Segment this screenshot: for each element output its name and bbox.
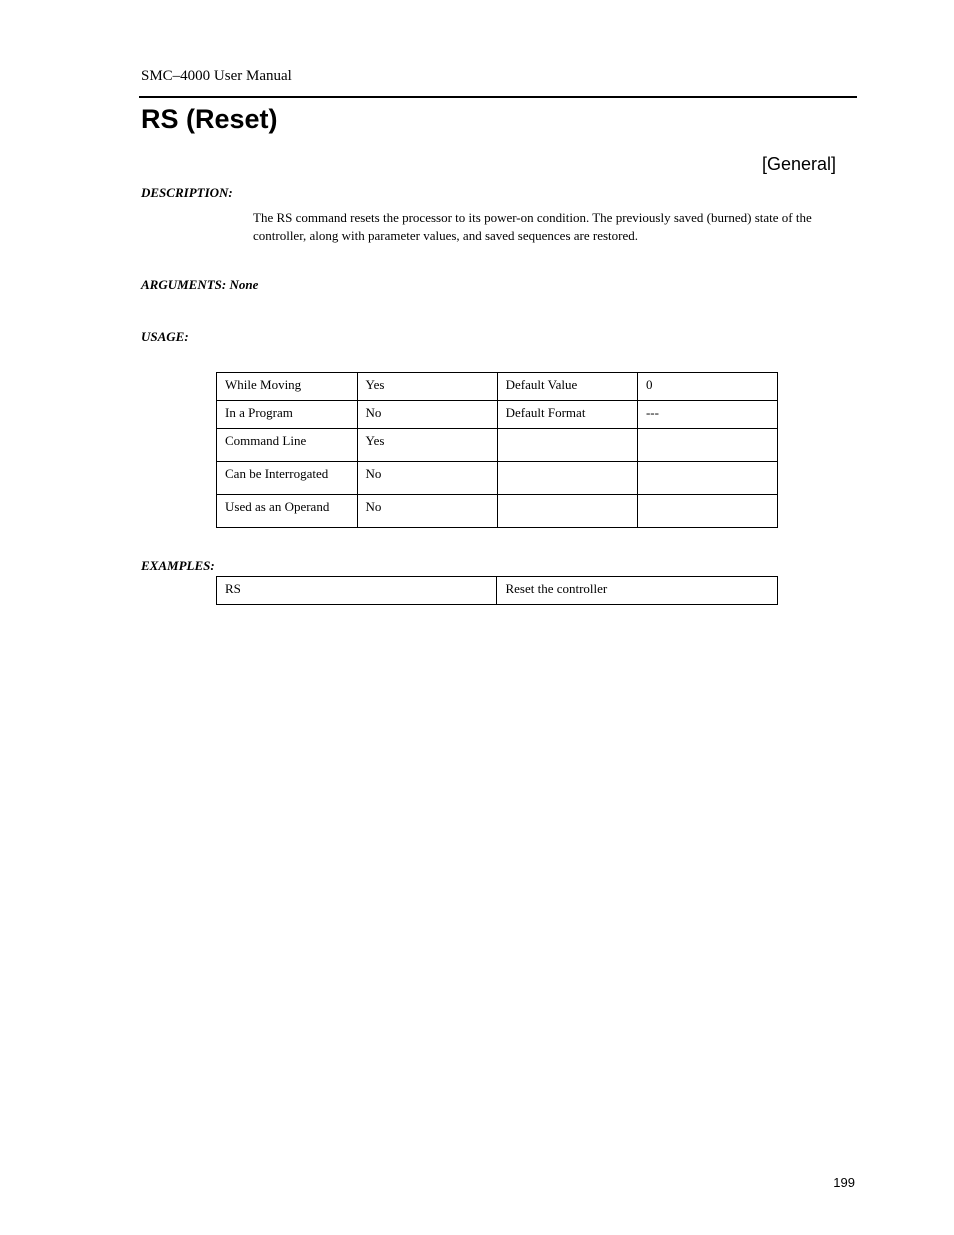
usage-cell: [497, 495, 637, 528]
usage-cell: Yes: [357, 373, 497, 401]
usage-cell: 0: [637, 373, 777, 401]
usage-cell: Default Format: [497, 401, 637, 429]
table-row: [217, 462, 778, 495]
arguments-label: ARGUMENTS: None: [141, 277, 259, 292]
usage-cell: In a Program: [217, 401, 358, 429]
usage-cell: Default Value: [497, 373, 637, 401]
table-row: [217, 429, 778, 462]
example-code: RS: [217, 577, 497, 605]
usage-cell: No: [357, 401, 497, 429]
page-title: RS (Reset): [141, 104, 278, 134]
usage-table: [216, 372, 778, 528]
running-header: SMC–4000 User Manual: [141, 68, 292, 84]
usage-cell: No: [357, 462, 497, 495]
examples-label: EXAMPLES:: [141, 558, 215, 573]
table-row: [217, 495, 778, 528]
header-divider: [139, 96, 857, 98]
table-row: [217, 373, 778, 401]
usage-cell: Command Line: [217, 429, 358, 462]
usage-cell: While Moving: [217, 373, 358, 401]
table-row: [217, 577, 778, 605]
description-text: The RS command resets the processor to its power-on condition. The previously saved (burned) state of the controller, along with parameter values, and saved sequences are restored.: [253, 210, 812, 243]
examples-table: [216, 576, 778, 605]
usage-cell: [497, 462, 637, 495]
usage-cell: No: [357, 495, 497, 528]
description-label: DESCRIPTION:: [141, 185, 233, 200]
usage-cell: [637, 462, 777, 495]
usage-label: USAGE:: [141, 329, 189, 344]
usage-cell: ---: [637, 401, 777, 429]
page-number: 199: [833, 1175, 855, 1190]
usage-cell: [637, 429, 777, 462]
table-row: [217, 401, 778, 429]
usage-cell: Used as an Operand: [217, 495, 358, 528]
usage-cell: Yes: [357, 429, 497, 462]
example-comment: Reset the controller: [497, 577, 778, 605]
usage-cell: [637, 495, 777, 528]
category-tag: [General]: [761, 154, 836, 174]
usage-cell: [497, 429, 637, 462]
usage-cell: Can be Interrogated: [217, 462, 358, 495]
